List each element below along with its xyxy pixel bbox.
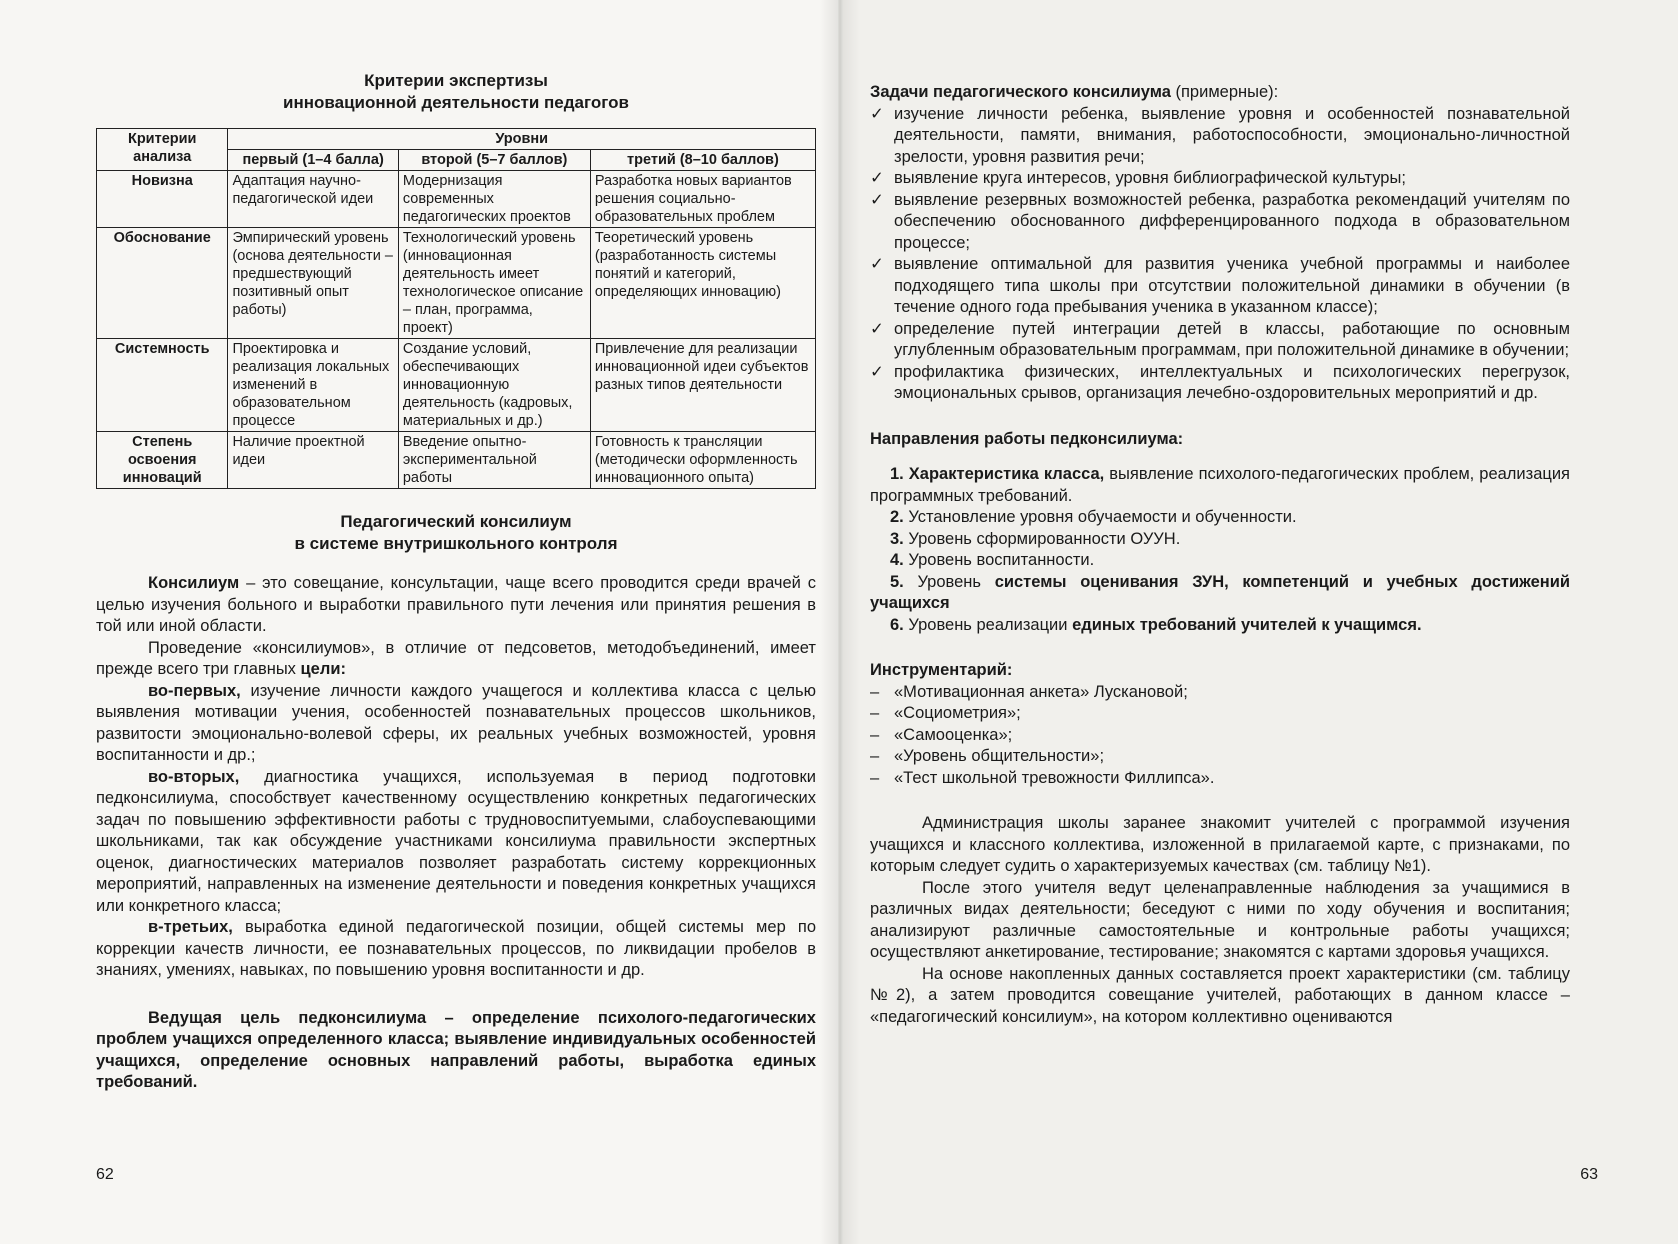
- direction-number: 4.: [890, 551, 904, 569]
- criterion-name: Степень освоения инноваций: [97, 432, 228, 489]
- list-item-text: «Тест школьной тревожности Филлипса».: [894, 768, 1215, 787]
- check-icon: ✓: [870, 362, 884, 381]
- table-cell: Адаптация научно-педагогической идеи: [228, 171, 398, 228]
- table-title-line-2: инновационной деятельности педагогов: [283, 93, 629, 112]
- list-item-text: изучение личности ребенка, выявление уровня и особенностей познавательной деятельности, памяти, внимания, работоспособности, эмоционально-личностной зрелости, уровня развития речи;: [894, 104, 1570, 166]
- tasks-heading-rest: (примерные):: [1170, 83, 1279, 101]
- table-cell: Создание условий, обеспечивающих инновационную деятельность (кадровых, материальных и др.): [398, 339, 590, 432]
- table-row: [97, 171, 816, 228]
- paragraph-text: выработка единой педагогической позиции, общей системы мер по коррекции качеств личности, ее познавательных процессов, по ликвидации пробелов в знаниях, умениях, навыках, по повышению уровня воспитанности и др.: [96, 918, 816, 979]
- direction-text: Уровень сформированности ОУУН.: [903, 529, 1181, 548]
- right-page: [838, 0, 1678, 1244]
- list-item: [870, 682, 1570, 704]
- direction-text: Уровень реализации: [903, 615, 1073, 634]
- lead-goal-paragraph: Ведущая цель педконсилиума – определение психолого-педагогических проблем учащихся определенного класса; выявление индивидуальных особенностей учащихся, определение основных направлений работы, выработка единых требований.: [96, 1008, 816, 1091]
- section-title-line-1: Педагогический консилиум: [340, 512, 572, 531]
- paragraph-goals: [96, 638, 816, 681]
- table-cell: Модернизация современных педагогических проектов: [398, 171, 590, 228]
- right-column: [870, 82, 1570, 1028]
- list-item-text: профилактика физических, интеллектуальных и психологических перегрузок, эмоциональных срывов, организация лечебно-оздоровительных мероприятий и др.: [894, 362, 1570, 402]
- paragraph-basis: На основе накопленных данных составляется проект характеристики (см. таблицу №2), а затем проводится совещание учителей, работающих в данном классе – «педагогический консилиум», на котором коллективно оцениваются: [870, 964, 1570, 1026]
- tools-list: [870, 682, 1570, 790]
- list-item-text: «Самооценка»;: [894, 725, 1013, 744]
- dash-marker: –: [870, 747, 880, 765]
- table-cell: Технологический уровень (инновационная деятельность имеет технологическое описание – план, программа, проект): [398, 228, 590, 339]
- term-konsilium: Консилиум: [148, 574, 240, 592]
- table-cell: Готовность к трансляции (методически оформленность инновационного опыта): [590, 432, 815, 489]
- dash-marker: –: [870, 768, 880, 787]
- dash-marker: –: [870, 704, 880, 722]
- list-item-text: «Социометрия»;: [894, 704, 1021, 722]
- table-row: [97, 432, 816, 489]
- table-cell: Наличие проектной идеи: [228, 432, 398, 489]
- header-criteria: Критерии анализа: [97, 129, 228, 171]
- list-item-text: «Мотивационная анкета» Лускановой;: [894, 682, 1188, 701]
- direction-number: 1.: [890, 465, 904, 483]
- check-icon: ✓: [870, 255, 884, 273]
- direction-number: 5.: [890, 572, 904, 591]
- tasks-list: [870, 104, 1570, 405]
- direction-text: Уровень воспитанности.: [903, 551, 1095, 569]
- page-number-left: 62: [96, 1166, 114, 1183]
- direction-text: Установление уровня обучаемости и обученности.: [903, 508, 1297, 526]
- table-row: [97, 228, 816, 339]
- header-level-2: второй (5–7 баллов): [398, 150, 590, 171]
- list-item-text: выявление резервных возможностей ребенка, разработка рекомендаций учителям по обеспечению обоснованного дифференцированного подхода в образовательном процессе;: [894, 190, 1570, 252]
- table-cell: Теоретический уровень (разработанность системы понятий и категорий, определяющих инновацию): [590, 228, 815, 339]
- direction-item: [870, 550, 1570, 572]
- paragraph-konsilium: [96, 573, 816, 638]
- check-icon: ✓: [870, 169, 884, 187]
- list-item-text: определение путей интеграции детей в классы, работающие по основным углубленным образовательным программам, при положительной динамике в обучении;: [894, 319, 1570, 359]
- header-level-3: третий (8–10 баллов): [590, 150, 815, 171]
- list-item: [870, 362, 1570, 405]
- paragraph-text: – это совещание, консультации, чаще всего проводится среди врачей с целью изучения больного и выработки правильного пути лечения или принятия решения в той или иной области.: [96, 574, 816, 635]
- direction-bold: Характеристика класса,: [903, 465, 1105, 483]
- check-icon: ✓: [870, 104, 884, 123]
- criterion-name: Обоснование: [97, 228, 228, 339]
- paragraph-third: [96, 917, 816, 982]
- direction-item: [870, 572, 1570, 615]
- direction-bold: системы оценивания ЗУН, компетенций и учебных достижений учащихся: [870, 572, 1570, 612]
- criterion-name: Системность: [97, 339, 228, 432]
- criterion-name: Новизна: [97, 171, 228, 228]
- list-item: [870, 725, 1570, 747]
- direction-item: [870, 615, 1570, 637]
- direction-bold: единых требований учителей к учащимся.: [1072, 615, 1422, 634]
- list-item-text: выявление круга интересов, уровня библиографической культуры;: [894, 169, 1406, 187]
- table-row: [97, 339, 816, 432]
- table-cell: Проектировка и реализация локальных изменений в образовательном процессе: [228, 339, 398, 432]
- term-second: во-вторых,: [148, 767, 240, 786]
- paragraph-text: изучение личности каждого учащегося и коллектива класса с целью выявления мотивации учения, особенностей познавательных процессов школьников, развитости эмоционально-волевой сферы, их реальных учебных возможностей, уровня воспитанности и др.;: [96, 681, 816, 764]
- list-item-text: выявление оптимальной для развития ученика учебной программы и наиболее подходящего типа школы при отсутствии положительной динамики в обучении (в течение одного года пребывания ученика в указанном классе);: [894, 255, 1570, 316]
- direction-number: 6.: [890, 615, 904, 634]
- tasks-heading-bold: Задачи педагогического консилиума: [870, 83, 1171, 101]
- list-item: [870, 104, 1570, 169]
- direction-number: 2.: [890, 508, 904, 526]
- header-level-1: первый (1–4 балла): [228, 150, 398, 171]
- direction-item: [870, 507, 1570, 529]
- header-levels: Уровни: [228, 129, 816, 150]
- direction-item: [870, 464, 1570, 507]
- list-item-text: «Уровень общительности»;: [894, 747, 1105, 765]
- table-cell: Эмпирический уровень (основа деятельности – предшествующий позитивный опыт работы): [228, 228, 398, 339]
- paragraph-administration: Администрация школы заранее знакомит учителей с программой изучения учащихся и классного коллектива, изложенной в прилагаемой карте, с признаками, по которым следует судить о характеризуемых качествах (см. таблицу №1).: [870, 814, 1570, 875]
- table-cell: Разработка новых вариантов решения социально-образовательных проблем: [590, 171, 815, 228]
- list-item: [870, 768, 1570, 790]
- table-title-line-1: Критерии экспертизы: [364, 71, 548, 90]
- list-item: [870, 254, 1570, 319]
- direction-text: Уровень: [903, 572, 995, 591]
- list-item: [870, 168, 1570, 190]
- paragraph-second: [96, 767, 816, 918]
- table-cell: Привлечение для реализации инновационной идеи субъектов разных типов деятельности: [590, 339, 815, 432]
- paragraph-after: После этого учителя ведут целенаправленные наблюдения за учащимися в различных видах деятельности; беседуют с ними по ходу обучения и воспитания; анализируют различные самостоятельные и контрольные работы учащихся; осуществляют анкетирование, тестирование; знакомятся с картами здоровья учащихся.: [870, 878, 1570, 961]
- paragraph-first: [96, 681, 816, 767]
- paragraph-text: диагностика учащихся, используемая в период подготовки педконсилиума, способствует качественному осуществлению конкретных педагогических задач по повышению эффективности работы с трудновоспитуемыми, слабоуспевающими школьниками, так как обсуждение участниками консилиума правильности экспертных оценок, диагностических материалов позволяет разработать систему коррекционных мероприятий, направленных на изменение деятельности и поведения конкретных учащихся или конкретного класса;: [96, 767, 816, 915]
- list-item: [870, 746, 1570, 768]
- term-third: в-третьих,: [148, 918, 233, 936]
- page-number-right: 63: [1580, 1166, 1598, 1183]
- list-item: [870, 703, 1570, 725]
- tasks-heading: [870, 82, 1570, 104]
- term-first: во-первых,: [148, 681, 241, 700]
- list-item: [870, 190, 1570, 255]
- direction-text: выявление психолого-педагогических проблем, реализация программных требований.: [870, 465, 1570, 505]
- dash-marker: –: [870, 682, 880, 701]
- check-icon: ✓: [870, 190, 884, 209]
- section-title-line-2: в системе внутришкольного контроля: [294, 534, 618, 553]
- left-page: [0, 0, 838, 1244]
- term-goals: цели:: [300, 660, 346, 678]
- list-item: [870, 319, 1570, 362]
- direction-number: 3.: [890, 529, 904, 548]
- table-cell: Введение опытно-экспериментальной работы: [398, 432, 590, 489]
- dash-marker: –: [870, 725, 880, 744]
- direction-item: [870, 529, 1570, 551]
- directions-heading: Направления работы педконсилиума:: [870, 429, 1184, 448]
- directions-list: [870, 464, 1570, 636]
- table-header-row: [97, 129, 816, 150]
- criteria-table: [96, 128, 816, 489]
- paragraph-text: Проведение «консилиумов», в отличие от педсоветов, методобъединений, имеет прежде всего три главных: [96, 638, 816, 678]
- tools-heading: Инструментарий:: [870, 661, 1013, 679]
- check-icon: ✓: [870, 319, 884, 338]
